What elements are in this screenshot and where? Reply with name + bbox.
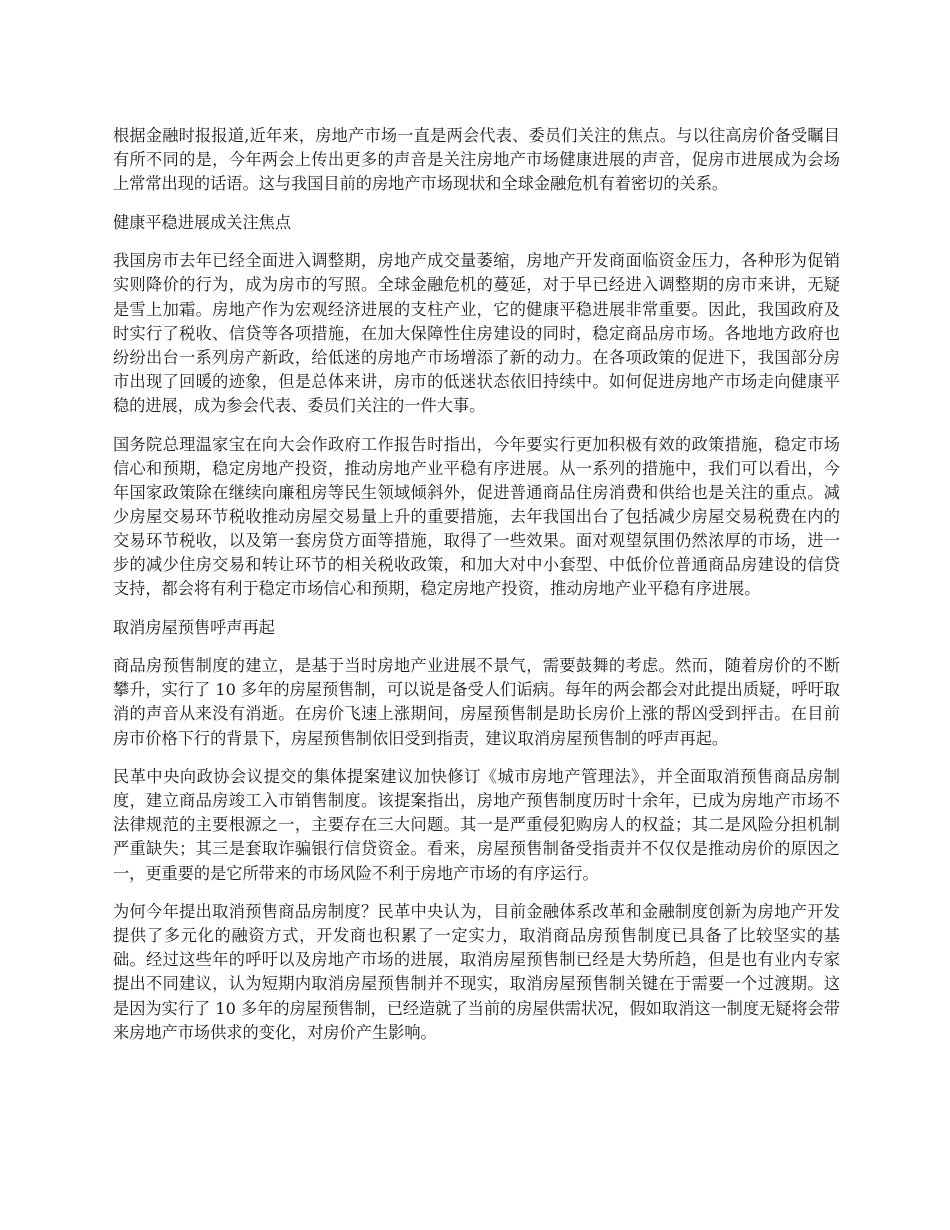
paragraph-market-adjustment: 我国房市去年已经全面进入调整期，房地产成交量萎缩，房地产开发商面临资金压力，各种形为促销实则降价的行为，成为房市的写照。全球金融危机的蔓延，对于早已经进入调整期的房市来讲，无疑是雪上加霜。房地产作为宏观经济进展的支柱产业，它的健康平稳进展非常重要。因此，我国政府及时实行了税收、信贷等各项措施，在加大保障性住房建设的同时，稳定商品房市场。各地地方政府也纷纷出台一系列房产新政，给低迷的房地产市场增添了新的动力。在各项政策的促进下，我国部分房市出现了回暖的迹象，但是总体来讲，房市的低迷状态依旧持续中。如何促进房地产市场走向健康平稳的进展，成为参会代表、委员们关注的一件大事。 [113,251,840,415]
paragraph-minge-proposal: 民革中央向政协会议提交的集体提案建议加快修订《城市房地产管理法》，并全面取消预售商品房制度，建立商品房竣工入市销售制度。该提案指出，房地产预售制度历时十余年，已成为房地产市场不法律规范的主要根源之一，主要存在三大问题。其一是严重侵犯购房人的权益；其二是风险分担机制严重缺失；其三是套取诈骗银行信贷资金。看来，房屋预售制备受指责并不仅仅是推动房价的原因之一，更重要的是它所带来的市场风险不利于房地产市场的有序运行。 [113,767,840,883]
document-body [113,124,840,1059]
paragraph-government-report: 国务院总理温家宝在向大会作政府工作报告时指出，今年要实行更加积极有效的政策措施，稳定市场信心和预期，稳定房地产投资，推动房地产业平稳有序进展。从一系列的措施中，我们可以看出，今年国家政策除在继续向廉租房等民生领域倾斜外，促进普通商品住房消费和供给也是关注的重点。减少房屋交易环节税收推动房屋交易量上升的重要措施，去年我国出台了包括减少房屋交易税费在内的交易环节税收，以及第一套房贷方面等措施，取得了一些效果。面对观望氛围仍然浓厚的市场，进一步的减少住房交易和转让环节的相关税收政策，和加大对中小套型、中低价位普通商品房建设的信贷支持，都会将有利于稳定市场信心和预期，稳定房地产投资，推动房地产业平稳有序进展。 [113,434,840,599]
section-heading-cancel-presale: 取消房屋预售呼声再起 [113,617,275,637]
section-heading-healthy-development: 健康平稳进展成关注焦点 [113,212,292,232]
paragraph-why-cancel: 为何今年提出取消预售商品房制度？民革中央认为，目前金融体系改革和金融制度创新为房地产开发提供了多元化的融资方式，开发商也积累了一定实力，取消商品房预售制度已具备了比较坚实的基础。经过这些年的呼吁以及房地产市场的进展，取消房屋预售制已经是大势所趋，但是也有业内专家提出不同建议，认为短期内取消房屋预售制并不现实，取消房屋预售制关键在于需要一个过渡期。这是因为实行了 10 多年的房屋预售制，已经造就了当前的房屋供需状况，假如取消这一制度无疑将会带来房地产市场供求的变化，对房价产生影响。 [113,902,840,1042]
paragraph-intro: 根据金融时报报道,近年来，房地产市场一直是两会代表、委员们关注的焦点。与以往高房价备受瞩目有所不同的是，今年两会上传出更多的声音是关注房地产市场健康进展的声音，促房市进展成为会场上常常出现的话语。这与我国目前的房地产市场现状和全球金融危机有着密切的关系。 [113,126,840,194]
paragraph-presale-system: 商品房预售制度的建立，是基于当时房地产业进展不景气，需要鼓舞的考虑。然而，随着房价的不断攀升，实行了 10 多年的房屋预售制，可以说是备受人们诟病。每年的两会都会对此提出质疑，呼吁取消的声音从来没有消逝。在房价飞速上涨期间，房屋预售制是助长房价上涨的帮凶受到抨击。在目前房市价格下行的背景下，房屋预售制依旧受到指责，建议取消房屋预售制的呼声再起。 [113,656,840,748]
